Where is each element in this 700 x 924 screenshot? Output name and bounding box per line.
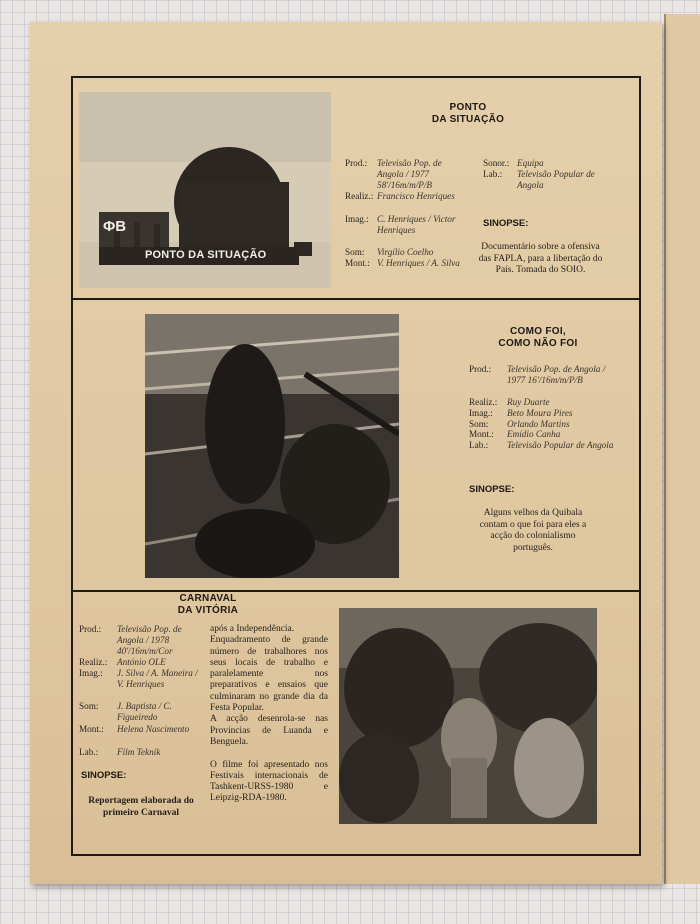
- credit-row: [345, 158, 470, 190]
- title-carnaval: [143, 593, 273, 617]
- credit-label: Realiz.:: [469, 397, 498, 407]
- credit-value: C. Henriques / Victor Henriques: [377, 214, 456, 235]
- credit-row: [469, 364, 619, 397]
- credits-s3: [79, 624, 203, 758]
- credits-right-s1: [483, 158, 603, 190]
- title-como-foi: [473, 326, 603, 350]
- credit-value: Televisão Popular de Angola: [507, 440, 614, 451]
- title-line-2: COMO NÃO FOI: [498, 338, 578, 349]
- photo-ponto-da-situacao: [79, 92, 331, 288]
- title-line-2: DA VITÓRIA: [177, 605, 239, 616]
- credit-label: Sonor.:: [483, 158, 510, 168]
- credit-row: [345, 214, 470, 247]
- photo-logo: ΦB: [103, 218, 127, 235]
- credit-value: Televisão Pop. de Angola / 1978 40'/16m/m/Cor: [117, 624, 182, 656]
- credit-row: [345, 191, 470, 214]
- credit-value: Film Teknik: [117, 746, 161, 757]
- synopsis-start-s3: Reportagem elaborada do primeiro Carnaval: [88, 796, 194, 818]
- credit-label: Prod.:: [469, 364, 492, 374]
- credit-value: Francisco Henriques: [377, 191, 455, 201]
- credit-label: Imag.:: [469, 407, 493, 418]
- synopsis-label-s1: SINOPSE:: [483, 218, 529, 229]
- photo-como-foi: [145, 314, 399, 578]
- credit-label: Lab.:: [483, 168, 503, 179]
- credit-label: Lab.:: [469, 440, 489, 451]
- title-line-1: CARNAVAL: [179, 593, 237, 604]
- title-ponto-da-situacao: [403, 102, 533, 126]
- credit-value: António OLE: [117, 657, 166, 667]
- synopsis-label-s2: SINOPSE:: [469, 484, 515, 495]
- synopsis-s2: Alguns velhos da Quibala contam o que foi para eles a acção do colonialismo português.: [479, 508, 587, 553]
- credit-value: Beto Moura Pires: [507, 407, 573, 418]
- photo-caption: PONTO DA SITUAÇÃO: [145, 249, 267, 261]
- credit-label: Realiz.:: [79, 657, 108, 667]
- synopsis-column-2: após a Independência. Enquadramento de grande número de trabalhores nos seus locais de trabalho e paralelamente nos preparativos e ensaios que culminaram no grande dia da Festa Popular. A acção desenrola-se nas Províncias de Luanda e Benguela. O filme foi apresentado nos Festivais internacionais de Tashkent-URSS-1980 e Leipzig-RDA-1980.: [210, 624, 328, 804]
- credit-label: Imag.:: [79, 667, 103, 678]
- credit-row: [79, 668, 203, 701]
- credit-label: Mont.:: [79, 723, 104, 734]
- credit-row: [469, 440, 619, 451]
- credit-row: [469, 419, 619, 430]
- credit-value: Equipa: [517, 158, 544, 168]
- section-divider: [73, 298, 639, 300]
- credit-label: Lab.:: [79, 746, 99, 757]
- credit-value: Helena Nascimento: [117, 723, 190, 734]
- credit-row: [345, 258, 470, 269]
- credit-label: Som:: [345, 247, 365, 257]
- credit-value: J. Baptista / C. Figueiredo: [117, 700, 172, 722]
- credit-value: Televisão Pop. de Angola / 1977 16'/16m/m/P/B: [507, 364, 606, 385]
- next-page-edge: [664, 14, 700, 884]
- synopsis-s1: Documentário sobre a ofensiva das FAPLA, para a libertação do País. Tomada do SOIO.: [478, 242, 603, 275]
- credit-label: Realiz.:: [345, 191, 374, 201]
- credit-value: Ruy Duarte: [507, 397, 550, 407]
- credit-row: [469, 397, 619, 408]
- credit-value: Virgílio Coelho: [377, 247, 434, 257]
- title-line-1: PONTO: [449, 102, 487, 113]
- content-frame: [71, 76, 641, 856]
- credit-value: Televisão Popular de Angola: [517, 168, 595, 190]
- credit-row: [469, 408, 619, 419]
- credit-label: Mont.:: [469, 429, 494, 440]
- credits-left-s1: [345, 158, 470, 269]
- credit-row: [79, 657, 203, 668]
- credit-value: J. Silva / A. Maneira / V. Henriques: [117, 667, 198, 689]
- credit-label: Imag.:: [345, 214, 369, 224]
- credits-s2: [469, 364, 619, 451]
- synopsis-label-s3: SINOPSE:: [81, 770, 127, 781]
- document-page: [30, 22, 662, 884]
- credit-row: [79, 701, 203, 724]
- section-divider: [73, 590, 639, 592]
- credit-label: Mont.:: [345, 258, 370, 268]
- credit-label: Som:: [469, 418, 489, 429]
- credit-row: [483, 158, 603, 169]
- credit-row: [483, 169, 603, 191]
- title-line-2: DA SITUAÇÃO: [431, 114, 505, 125]
- credit-row: [79, 724, 203, 747]
- credit-value: Orlando Martins: [507, 418, 570, 429]
- credit-row: [469, 429, 619, 440]
- credit-row: [79, 624, 203, 657]
- credit-label: Prod.:: [79, 624, 102, 634]
- credit-label: Prod.:: [345, 158, 368, 168]
- credit-value: V. Henriques / A. Silva: [377, 258, 460, 268]
- credit-row: [79, 747, 203, 758]
- credit-label: Som:: [79, 700, 99, 711]
- title-line-1: COMO FOI,: [509, 326, 567, 337]
- photo-carnaval: [339, 608, 597, 824]
- credit-value: Televisão Pop. de Angola / 1977 58'/16m/m/P/B: [377, 158, 442, 190]
- credit-value: Emídio Canha: [507, 429, 561, 440]
- credit-row: [345, 247, 470, 258]
